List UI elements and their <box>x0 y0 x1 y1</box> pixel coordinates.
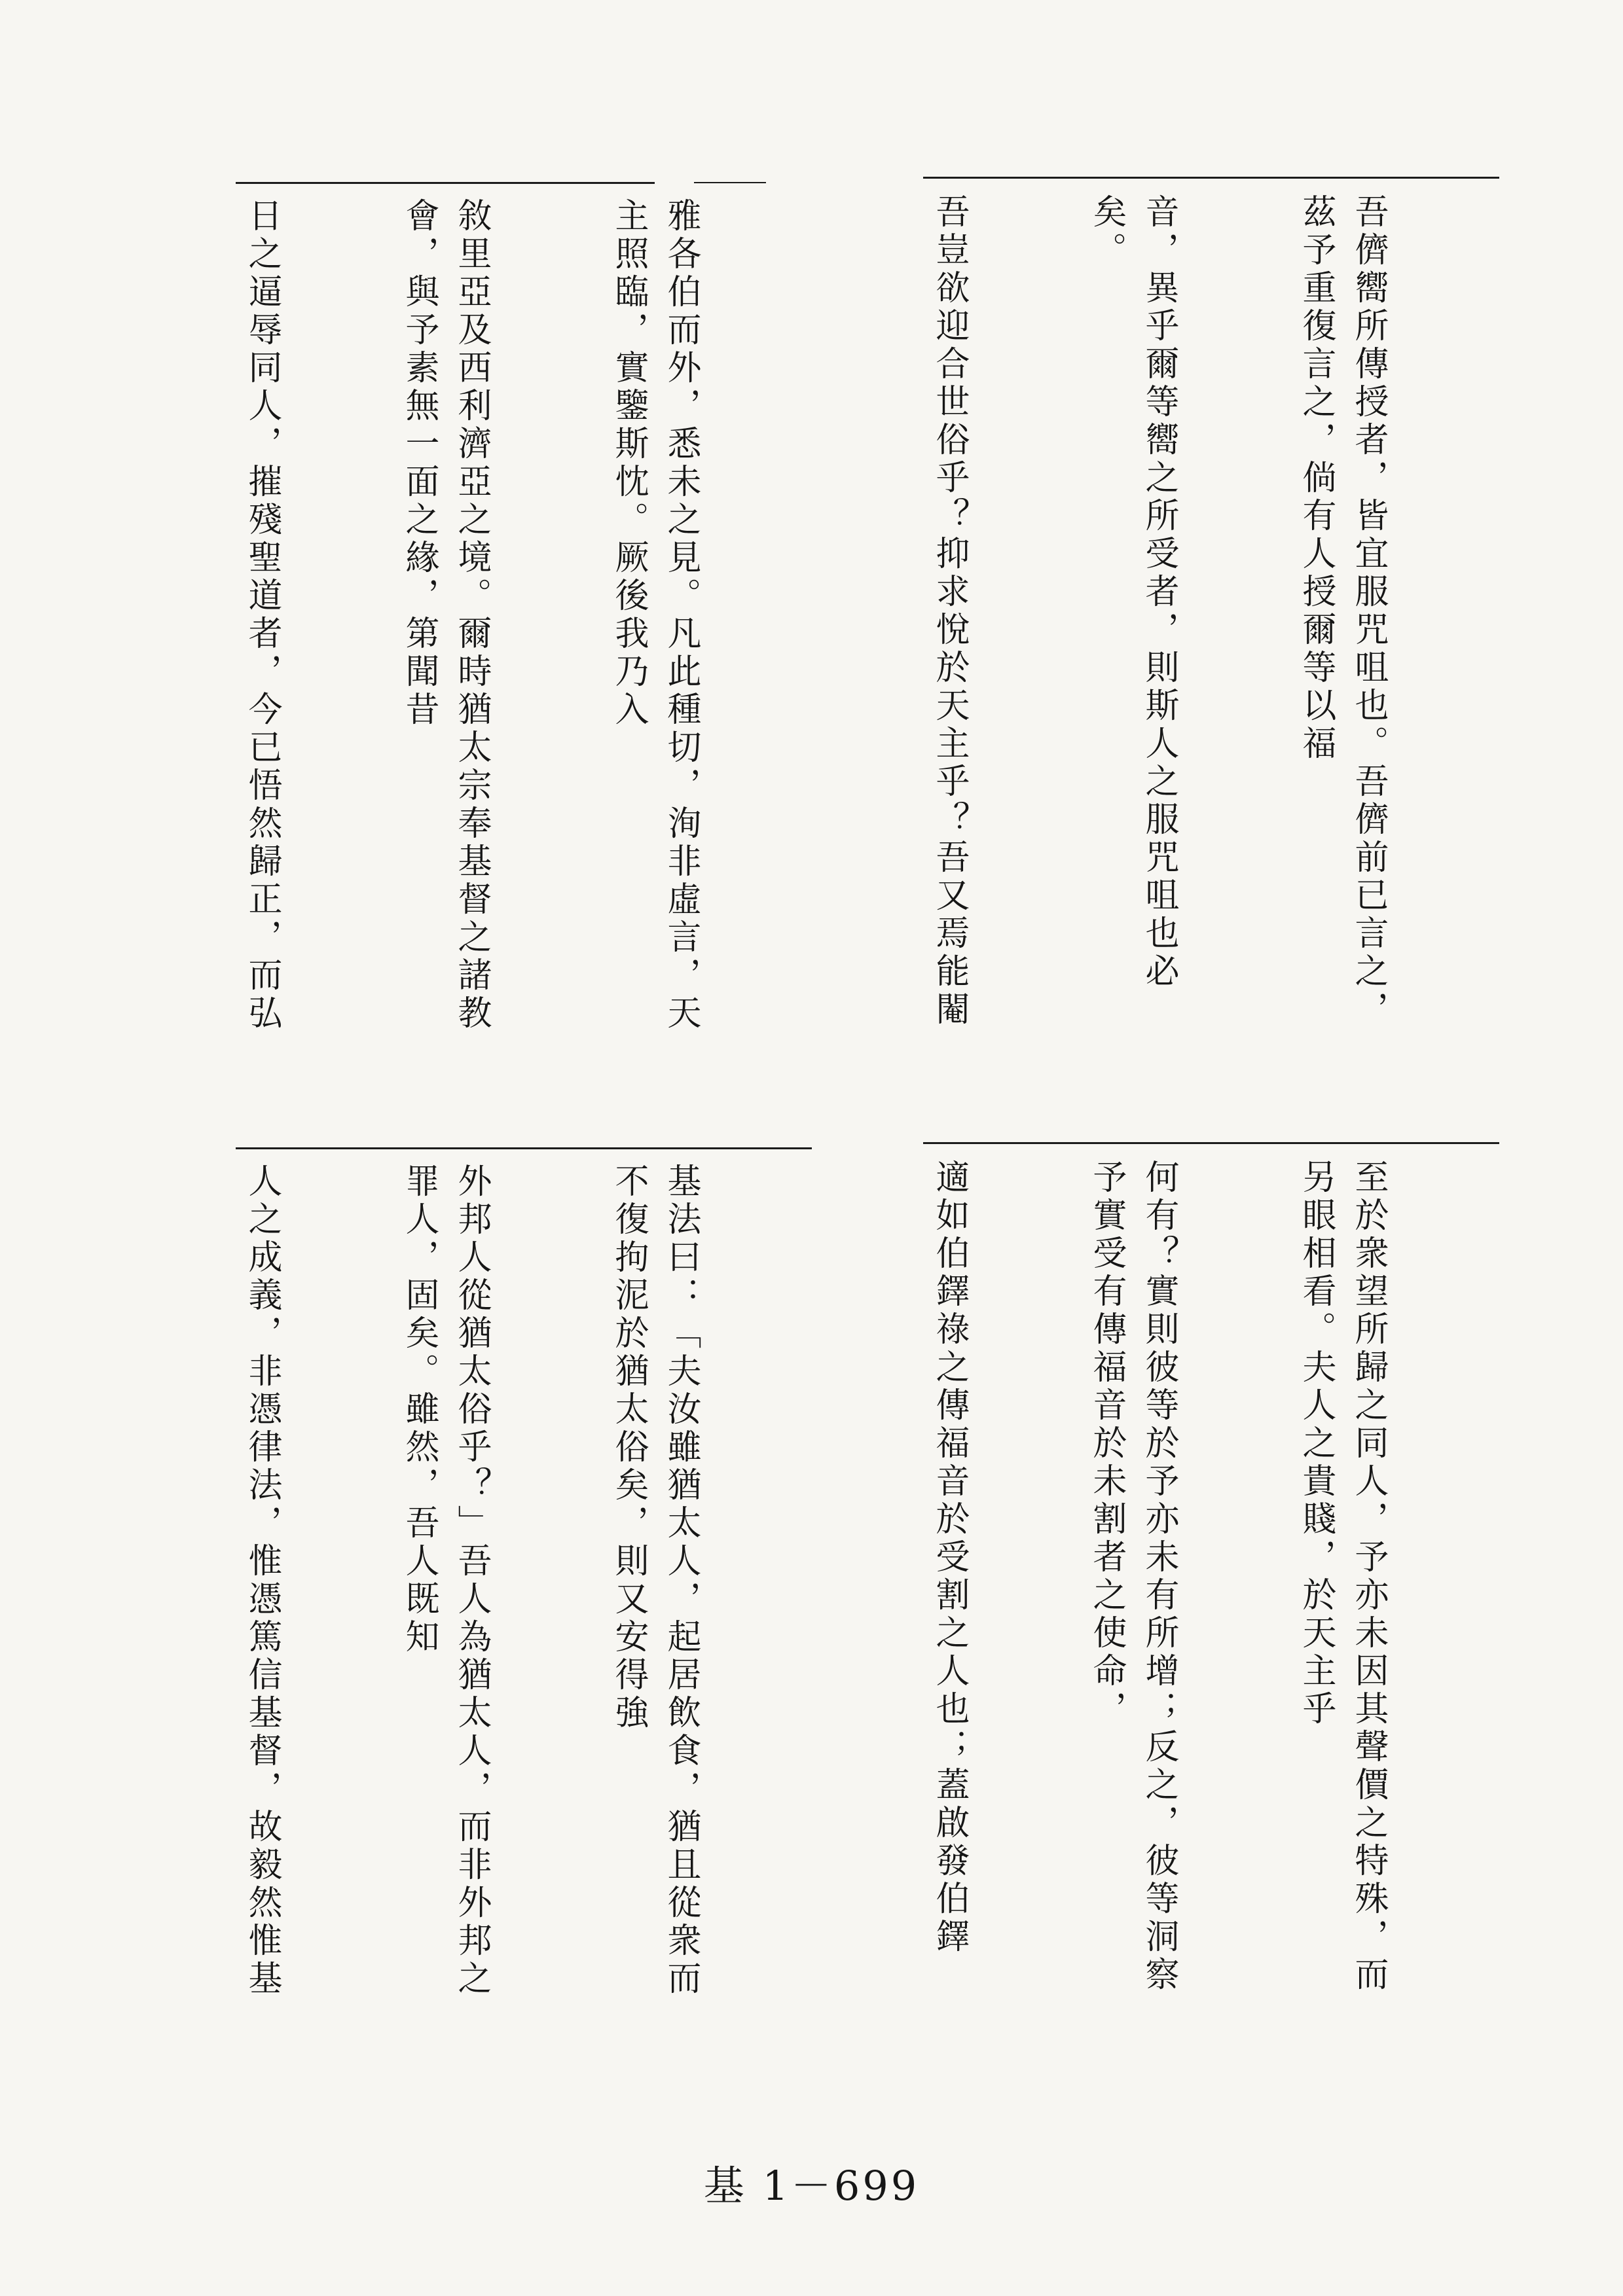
text-column: 音，異乎爾等嚮之所受者，則斯人之服咒咀也必矣。 <box>1087 194 1178 991</box>
text-column: 至於衆望所歸之同人，予亦未因其聲價之特殊，而另眼相看。夫人之貴賤，於天主乎 <box>1296 1159 1388 1994</box>
top-left-short-rule <box>694 182 766 183</box>
top-right-vertical-text <box>923 194 1499 1045</box>
bottom-right-header-rule <box>923 1142 1499 1144</box>
top-left-header-rule <box>236 182 655 184</box>
text-column: 人之成義，非憑律法，惟憑篤信基督，故毅然惟基 <box>242 1163 282 1998</box>
bottom-right-text-block <box>923 1142 1499 2019</box>
text-column: 日之逼辱同人，摧殘聖道者，今已悟然歸正，而弘 <box>242 198 282 1033</box>
page-number: 基 1－699 <box>703 2162 920 2210</box>
bottom-right-vertical-text <box>923 1159 1499 2010</box>
text-column: 基法曰：「夫汝雖猶太人，起居飲食，猶且從衆而不復拘泥於猶太俗矣，則又安得強 <box>609 1163 701 1998</box>
top-left-text-block <box>236 177 812 1054</box>
top-right-header-rule <box>923 177 1499 179</box>
text-column: 何有？實則彼等於予亦未有所增；反之，彼等洞察予實受有傳福音於未割者之使命， <box>1087 1159 1178 1994</box>
top-left-vertical-text <box>236 198 812 1049</box>
text-column: 外邦人從猶太俗乎？」吾人為猶太人，而非外邦之罪人，固矣。雖然，吾人既知 <box>399 1163 491 1998</box>
text-column: 適如伯鐸祿之傳福音於受割之人也；蓋啟發伯鐸 <box>930 1159 969 1956</box>
bottom-left-vertical-text <box>236 1163 812 2014</box>
text-column: 雅各伯而外，悉未之見。凡此種切，洵非虛言，天主照臨，實鑒斯忱。厥後我乃入 <box>609 198 701 1033</box>
top-right-text-block <box>923 177 1499 1054</box>
text-column: 吾儕嚮所傳授者，皆宜服咒咀也。吾儕前已言之，茲予重復言之，倘有人授爾等以福 <box>1296 194 1388 1029</box>
bottom-left-header-rule <box>236 1147 812 1149</box>
bottom-left-text-block <box>236 1142 812 2019</box>
text-column: 吾豈欲迎合世俗乎？抑求悅於天主乎？吾又焉能閹 <box>930 194 969 1029</box>
text-column: 敘里亞及西利濟亞之境。爾時猶太宗奉基督之諸教會，與予素無一面之緣，第聞昔 <box>399 198 491 1033</box>
